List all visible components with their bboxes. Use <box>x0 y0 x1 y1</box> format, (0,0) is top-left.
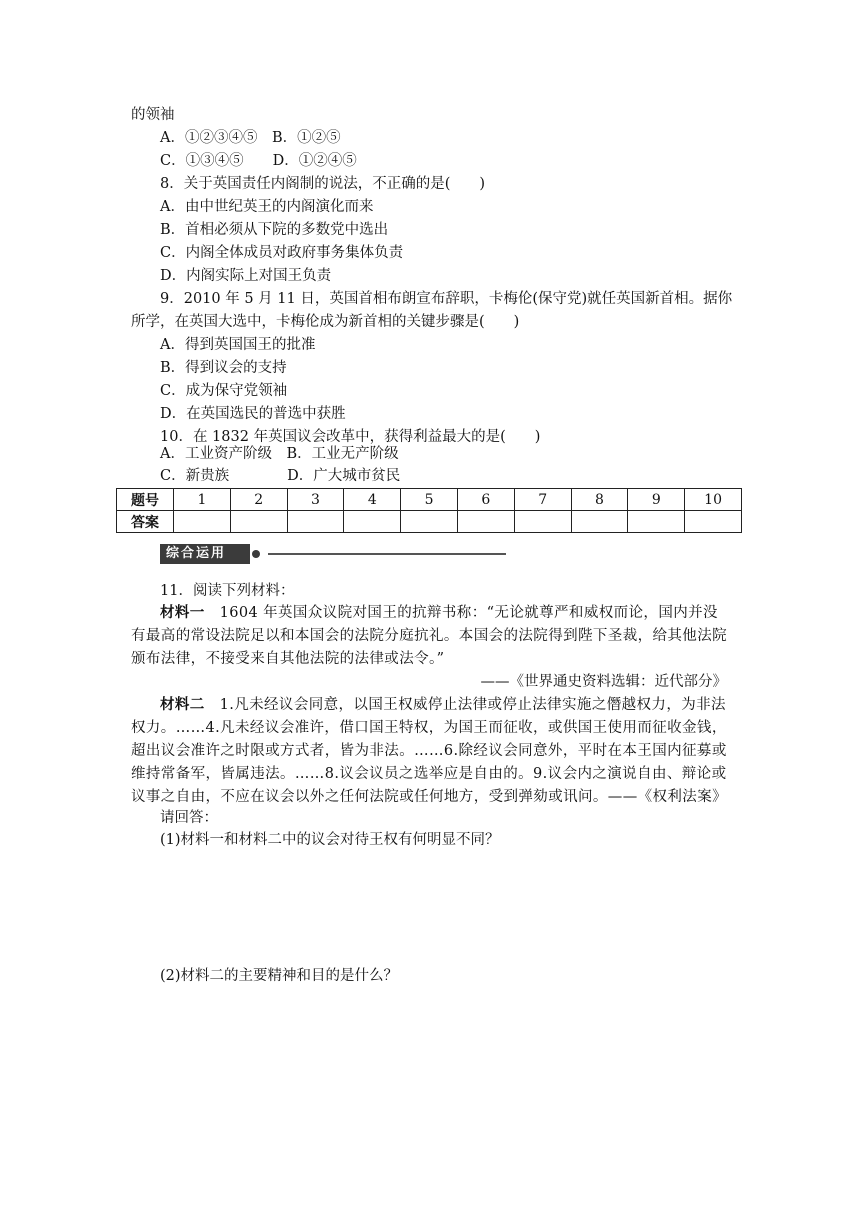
q11-material-1-source: ——《世界通史资料选辑：近代部分》 <box>480 674 727 690</box>
answer-table-number: 8 <box>571 489 628 511</box>
answer-cell[interactable] <box>685 511 742 533</box>
answer-cell[interactable] <box>344 511 401 533</box>
section-header <box>160 544 506 564</box>
q11-material-2-line-3: 超出议会准许之时限或方式者，皆为非法。……6.除经议会同意外，平时在本王国内征募或 <box>131 743 727 759</box>
answer-table-number-header: 题号 <box>117 489 174 511</box>
answer-table-number: 1 <box>174 489 231 511</box>
q8-option-c: C．内阁全体成员对政府事务集体负责 <box>160 245 404 261</box>
q11-material-2-line-5: 议事之自由，不应在议会以外之任何法院或任何地方，受到弹劾或讯问。——《权利法案》 <box>131 789 727 805</box>
answer-table-number: 7 <box>514 489 571 511</box>
q7-options-line-1: A．①②③④⑤ B．①②⑤ <box>160 130 341 146</box>
answer-cell[interactable] <box>457 511 514 533</box>
q11-material-1-line-3: 颁布法律，不接受来自其他法院的法律或法令。” <box>131 651 445 667</box>
q10-options-line-2: C．新贵族 D．广大城市贫民 <box>160 468 401 484</box>
answer-cell[interactable] <box>628 511 685 533</box>
q9-option-b: B．得到议会的支持 <box>160 360 287 376</box>
q9-option-d: D．在英国选民的普选中获胜 <box>160 406 346 422</box>
material-1-text: 1604 年英国众议院对国王的抗辩书称：“无论就尊严和威权而论，国内并没 <box>204 605 718 621</box>
section-title: 综合运用 <box>160 544 250 564</box>
q7-stem-tail: 的领袖 <box>131 107 175 123</box>
q11-material-1-line-2: 有最高的常设法院足以和本国会的法院分庭抗礼。本国会的法院得到陛下圣裁，给其他法院 <box>131 628 727 644</box>
q11-material-1-line-1 <box>160 603 718 623</box>
q9-stem-line-1: 9．2010 年 5 月 11 日，英国首相布朗宣布辞职，卡梅伦(保守党)就任英国新首相。据你 <box>160 291 733 307</box>
answer-table-number: 6 <box>457 489 514 511</box>
answer-table-number: 3 <box>287 489 344 511</box>
answer-table-number: 10 <box>685 489 742 511</box>
answer-table <box>116 488 742 533</box>
q11-material-2-line-4: 维持常备军，皆属违法。……8.议会议员之选举应是自由的。9.议会内之演说自由、辩论或 <box>131 766 727 782</box>
q7-options-line-2: C．①③④⑤ D．①②④⑤ <box>160 153 357 169</box>
q11-sub-question-2: (2)材料二的主要精神和目的是什么？ <box>160 968 399 984</box>
q11-intro: 11．阅读下列材料： <box>160 583 295 599</box>
bullet-icon <box>250 548 262 560</box>
q8-option-b: B．首相必须从下院的多数党中选出 <box>160 222 389 238</box>
answer-table-number: 5 <box>401 489 458 511</box>
q9-option-c: C．成为保守党领袖 <box>160 383 288 399</box>
q11-sub-question-1: (1)材料一和材料二中的议会对待王权有何明显不同？ <box>160 832 500 848</box>
answer-cell[interactable] <box>401 511 458 533</box>
material-2-label: 材料二 <box>160 696 205 713</box>
answer-cell[interactable] <box>174 511 231 533</box>
answer-table-answer-row <box>117 511 742 533</box>
q11-prompt: 请回答： <box>160 810 218 826</box>
answer-cell[interactable] <box>571 511 628 533</box>
q10-options-line-1: A．工业资产阶级 B．工业无产阶级 <box>160 446 399 462</box>
answer-cell[interactable] <box>230 511 287 533</box>
q10-stem: 10．在 1832 年英国议会改革中，获得利益最大的是( ) <box>160 429 541 445</box>
q9-stem-line-2: 所学，在英国大选中，卡梅伦成为新首相的关键步骤是( ) <box>131 314 520 330</box>
section-divider <box>268 553 506 555</box>
q9-option-a: A．得到英国国王的批准 <box>160 337 316 353</box>
q8-option-a: A．由中世纪英王的内阁演化而来 <box>160 199 374 215</box>
q11-material-2-line-2: 权力。……4.凡未经议会准许，借口国王特权，为国王而征收，或供国王使用而征收金钱， <box>131 720 727 736</box>
material-1-label: 材料一 <box>160 604 205 621</box>
q11-material-2-line-1 <box>160 695 726 715</box>
q8-stem: 8．关于英国责任内阁制的说法，不正确的是( ) <box>160 176 486 192</box>
q8-option-d: D．内阁实际上对国王负责 <box>160 268 332 284</box>
answer-table-number: 9 <box>628 489 685 511</box>
answer-table-number-row <box>117 489 742 511</box>
answer-table-number: 2 <box>230 489 287 511</box>
material-2-text: 1.凡未经议会同意，以国王权威停止法律或停止法律实施之僭越权力，为非法 <box>204 697 726 713</box>
answer-table-answer-header: 答案 <box>117 511 174 533</box>
answer-table-number: 4 <box>344 489 401 511</box>
answer-cell[interactable] <box>287 511 344 533</box>
answer-cell[interactable] <box>514 511 571 533</box>
